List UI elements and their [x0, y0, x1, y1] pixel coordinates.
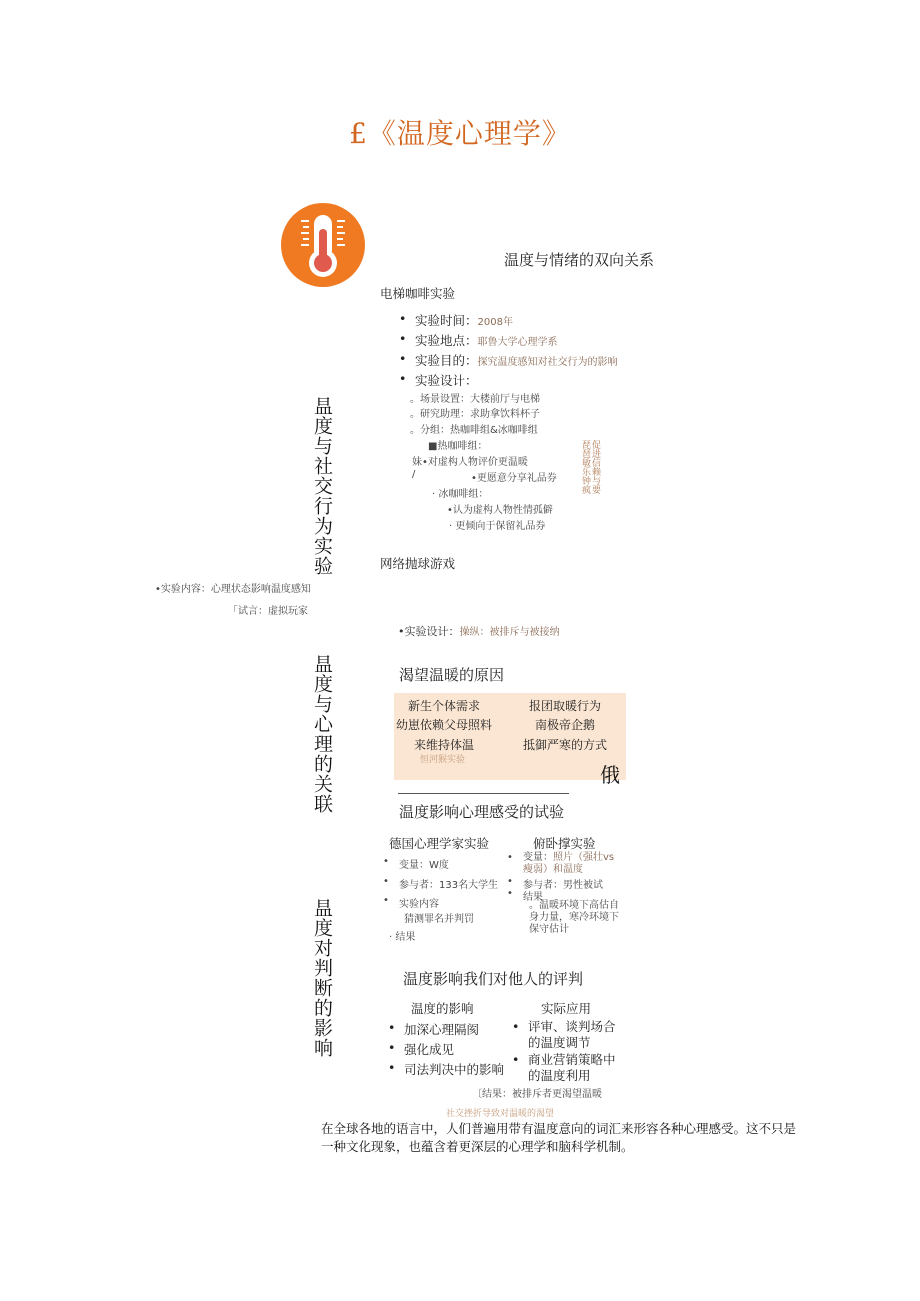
divider	[398, 793, 569, 794]
intro-paragraph: 在全球各地的语言中，人们普遍用带有温度意向的词汇来形容各种心理感受。这不只是一种文化现象，也蕴含着更深层的心理学和脑科学机制。	[321, 1121, 797, 1154]
section-heading-desire: 渴望温暖的原因	[399, 666, 505, 684]
judgment-right-heading: 实际应用	[541, 1001, 592, 1016]
german-item: • 实验内容	[399, 895, 439, 910]
german-item: • 变量：W度	[399, 856, 449, 871]
list-item: • 实验设计：	[415, 371, 478, 389]
design-item: 。研究助理：求助拿饮料杯子	[410, 409, 540, 420]
reason-right: 报团取暖行为	[529, 699, 602, 713]
elevator-heading: 电梯咖啡实验	[380, 286, 456, 301]
game-heading: 网络抛球游戏	[380, 556, 456, 571]
reason-left: 来维持体温	[414, 738, 475, 752]
section-heading-psych: 温度影响心理感受的试验	[399, 803, 565, 821]
list-item: • 实验地点：耶鲁大学心理学系	[415, 331, 558, 349]
game-content: •实验内容：心理状态影响温度感知	[155, 584, 311, 595]
reason-footnote: 恒河猴实验	[420, 755, 466, 765]
judgment-left-item: • 加深心理隔阂	[404, 1020, 479, 1038]
vertical-label-social: 昷度与社交行为实验	[311, 396, 333, 576]
design-item: 。分组：热咖啡组&冰咖啡组	[410, 425, 538, 436]
list-item: • 实验时间：2008年	[415, 311, 513, 329]
reason-left: 幼崽依赖父母照料	[396, 718, 493, 732]
judgment-left-item: • 强化成见	[404, 1040, 454, 1058]
hot-slash: /	[412, 469, 416, 480]
social-note: 社交挫折导致对温暖的渴望	[446, 1109, 555, 1119]
game-players: 「试言：虚拟玩家	[228, 606, 308, 617]
game-design: •实验设计：操纵：被排斥与被接纳	[398, 625, 560, 638]
judgment-left-heading: 温度的影响	[411, 1001, 474, 1016]
section-heading-bidirectional: 温度与情绪的双向关系	[504, 251, 655, 269]
design-item: 。场景设置：大楼前厅与电梯	[410, 394, 540, 405]
reasons-panel	[394, 693, 626, 787]
side-note: 促进信赖与要 琵琶敏乐钟疯	[580, 440, 600, 494]
pushup-result-detail: 。温暖环境下高估自身力量，寒冷环境下保守估计	[529, 900, 619, 935]
german-heading: 德国心理学家实验	[389, 836, 490, 851]
thermometer-icon	[281, 203, 365, 287]
german-item: • 参与者：133名大学生	[399, 876, 498, 891]
reason-left: 新生个体需求	[408, 699, 481, 713]
hot-group: ■热咖啡组：	[428, 441, 488, 452]
page-title: £《温度心理学》	[349, 117, 571, 150]
german-cut: · 结果	[389, 932, 416, 943]
reason-corner: 俄	[600, 763, 620, 787]
list-item: • 实验目的：探究温度感知对社交行为的影响	[415, 351, 618, 369]
cold-keep: · 更倾向于保留礼品券	[449, 521, 546, 532]
hot-warm: 妹•对虚构人物评价更温暖	[412, 457, 528, 468]
judgment-right-item: • 商业营销策略中的温度利用	[528, 1052, 618, 1084]
pushup-variable: • 变量：照片（强壮vs瘦弱）和温度	[523, 852, 623, 876]
judgment-left-item: • 司法判决中的影响	[404, 1060, 504, 1078]
pushup-heading: 俯卧撑实验	[533, 836, 596, 851]
reason-right: 抵御严寒的方式	[523, 738, 608, 752]
pushup-result: • 结果	[523, 888, 543, 903]
reason-right: 南极帝企鹅	[535, 718, 596, 732]
cold-lonely: •认为虚构人物性情孤僻	[447, 505, 553, 516]
vertical-label-psych: 昷度与心理的关联	[311, 654, 333, 814]
result-note: 〔结果：被排斥者更渴望温暖	[472, 1089, 602, 1100]
pushup-participants: • 参与者：男性被试	[523, 876, 603, 891]
german-sub: 猜测罪名并判罚	[404, 914, 474, 925]
vertical-label-judgment: 昷度对判断的影响	[311, 898, 333, 1058]
cold-group: · 冰咖啡组：	[432, 489, 489, 500]
section-heading-judgment: 温度影响我们对他人的评判	[403, 970, 584, 988]
hot-share: •更愿意分享礼品券	[471, 473, 557, 484]
judgment-right-item: • 评审、谈判场合的温度调节	[528, 1019, 618, 1051]
